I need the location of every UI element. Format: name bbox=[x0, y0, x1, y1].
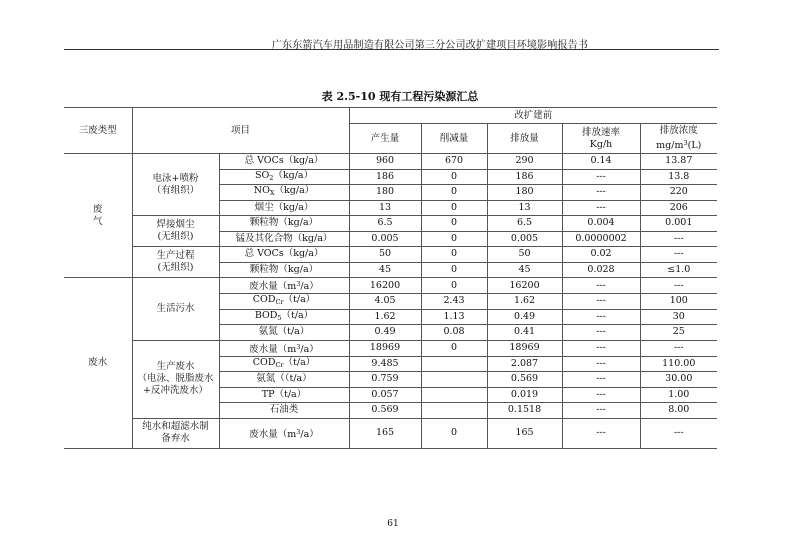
pollution-source-table bbox=[64, 107, 717, 449]
table-row: $BOD_5(t/a)$ 1.62 1.13 0.49 --- 30 bbox=[64, 309, 717, 325]
header-category: 三废类型 bbox=[64, 108, 132, 154]
table-row: 废水 生活污水 废水量$(m^3/a)$ 16200 0 16200 --- --- bbox=[64, 278, 717, 294]
table-row: 烟尘（kg/a） 13 0 13 --- 206 bbox=[64, 200, 717, 216]
document-header: 广东东箭汽车用品制造有限公司第三分公司改扩建项目环境影响报告书 bbox=[271, 40, 589, 51]
header-group: 改扩建前 bbox=[349, 108, 717, 124]
source-production-water: 生产废水 （电泳、脱脂废水 +反冲洗废水） bbox=[132, 340, 219, 418]
table-row: 氨氮（t/a） 0.49 0.08 0.41 --- 25 bbox=[64, 325, 717, 341]
table-row: TP（t/a） 0.057 0.019 --- 1.00 bbox=[64, 387, 717, 403]
header-reduced: 削减量 bbox=[421, 124, 487, 154]
header-emitted: 排放量 bbox=[487, 124, 562, 154]
table-row: 颗粒物（kg/a） 45 0 45 0.028 ≤1.0 bbox=[64, 262, 717, 278]
source-electrophoresis: 电泳+喷粉 （有组织） bbox=[132, 154, 219, 216]
table-row: $COD_{Cr}(t/a)$ 4.05 2.43 1.62 --- 100 bbox=[64, 294, 717, 310]
header-rule bbox=[64, 49, 719, 50]
table-row: 氨氮（（t/a） 0.759 0.569 --- 30.00 bbox=[64, 372, 717, 388]
page-number: 61 bbox=[387, 519, 399, 529]
category-water: 废水 bbox=[64, 278, 132, 449]
category-gas: 废 气 bbox=[64, 154, 132, 278]
source-domestic: 生活污水 bbox=[132, 278, 219, 341]
table-row: 锰及其化合物（kg/a） 0.005 0 0.005 0.0000002 --- bbox=[64, 231, 717, 247]
table-row: $COD_{Cr}(t/a)$ 9.485 2.087 --- 110.00 bbox=[64, 356, 717, 372]
source-production: 生产过程 (无组织) bbox=[132, 247, 219, 278]
source-pure-water: 纯水和超滤水制 备弃水 bbox=[132, 418, 219, 448]
table-row: $NO_X(kg/a)$ 180 0 180 --- 220 bbox=[64, 185, 717, 201]
source-welding: 焊接烟尘 (无组织) bbox=[132, 216, 219, 247]
header-rate: 排放速率 Kg/h bbox=[562, 124, 640, 154]
header-produced: 产生量 bbox=[349, 124, 421, 154]
table-row: $SO_2(kg/a)$ 186 0 186 --- 13.8 bbox=[64, 169, 717, 185]
table-row: 纯水和超滤水制 备弃水 废水量$(m^3/a)$ 165 0 165 --- --- bbox=[64, 418, 717, 448]
table-row: 废 气 电泳+喷粉 （有组织） 总 VOCs（kg/a） 960 670 290 0.14 13.87 bbox=[64, 154, 717, 170]
table-row: 生产废水 （电泳、脱脂废水 +反冲洗废水） 废水量$(m^3/a)$ 18969 0 18969 --- --- bbox=[64, 340, 717, 356]
table-row: 焊接烟尘 (无组织) 颗粒物（kg/a） 6.5 0 6.5 0.004 0.001 bbox=[64, 216, 717, 232]
table-row: 石油类 0.569 0.1518 --- 8.00 bbox=[64, 403, 717, 419]
table-caption: 表 2.5-10 现有工程污染源汇总 bbox=[321, 90, 479, 103]
header-item: 项目 bbox=[132, 108, 349, 154]
table-row: 生产过程 (无组织) 总 VOCs（kg/a） 50 0 50 0.02 --- bbox=[64, 247, 717, 263]
header-concentration: 排放浓度 $mg/m^3(L)$ bbox=[640, 124, 717, 154]
